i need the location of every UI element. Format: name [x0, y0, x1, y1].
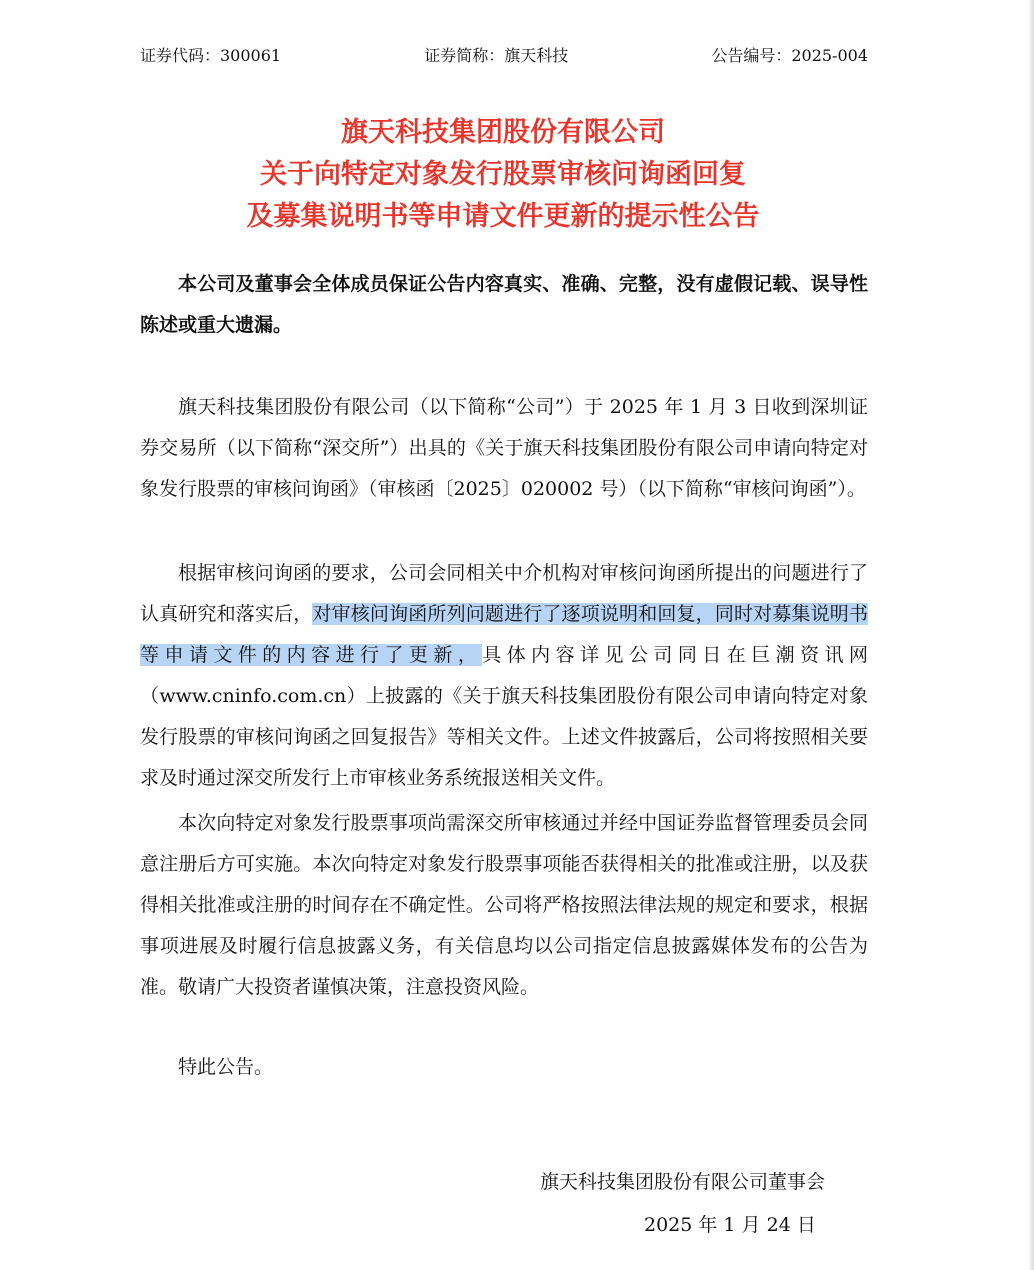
page-edge-shadow [1028, 0, 1034, 1270]
announcement-number: 公告编号：2025-004 [711, 46, 868, 65]
body-paragraph-1: 旗天科技集团股份有限公司（以下简称“公司”）于 2025 年 1 月 3 日收到深圳证券交易所（以下简称“深交所”）出具的《关于旗天科技集团股份有限公司申请向特定对象发行股票的审核问询函》（审核函〔2025〕020002 号）（以下简称“审核问询函”）。 [140, 396, 868, 500]
signature-company: 旗天科技集团股份有限公司董事会 [540, 1171, 826, 1193]
signature-date: 2025 年 1 月 24 日 [644, 1214, 816, 1236]
body-paragraph-3: 本次向特定对象发行股票事项尚需深交所审核通过并经中国证券监督管理委员会同意注册后方可实施。本次向特定对象发行股票事项能否获得相关的批准或注册，以及获得相关批准或注册的时间存在不确定性。公司将严格按照法律法规的规定和要求，根据事项进展及时履行信息披露义务，有关信息均以公司指定信息披露媒体发布的公告为准。敬请广大投资者谨慎决策，注意投资风险。 [140, 812, 868, 998]
title-line-1: 旗天科技集团股份有限公司 [341, 117, 665, 148]
highlighted-text[interactable]: 对审核问询函所列问题进行了逐项说明和回复，同时对募集说明书等申请文件的内容进行了更新， [140, 603, 868, 666]
title-line-3: 及募集说明书等申请文件更新的提示性公告 [246, 201, 760, 232]
stock-short-name: 证券简称：旗天科技 [424, 46, 569, 65]
paragraph-2-part-1: 根据审核问询函的要求，公司会同相关中介机构对审核问询函所提出的问题进行了认真研究和落实后， [140, 562, 868, 625]
title-line-2: 关于向特定对象发行股票审核问询函回复 [260, 159, 746, 190]
stock-code: 证券代码：300061 [140, 46, 282, 65]
board-statement: 本公司及董事会全体成员保证公告内容真实、准确、完整，没有虚假记载、误导性陈述或重大遗漏。 [140, 273, 868, 336]
paragraph-2-part-2: 具体内容详见公司同日在巨潮资讯网（www.cninfo.com.cn）上披露的《关于旗天科技集团股份有限公司申请向特定对象发行股票的审核问询函之回复报告》等相关文件。上述文件披露后，公司将按照相关要求及时通过深交所发行上市审核业务系统报送相关文件。 [140, 644, 868, 789]
body-paragraph-2 [140, 553, 868, 799]
closing-remark: 特此公告。 [178, 1056, 274, 1078]
announcement-title [0, 112, 1006, 238]
announcement-header [140, 44, 868, 68]
